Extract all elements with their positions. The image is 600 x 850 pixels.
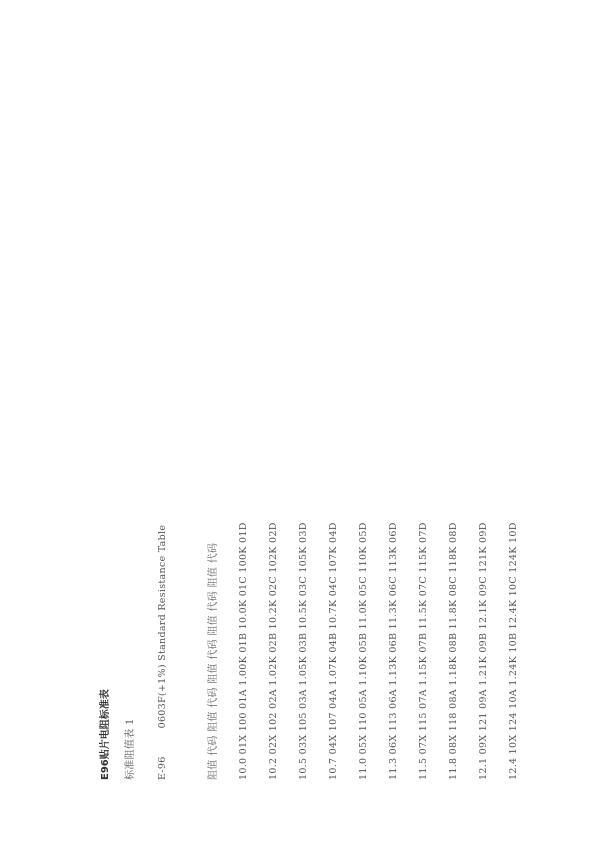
table-row: 10.7 04X 107 04A 1.07K 04B 10.7K 04C 107K 04D: [328, 522, 339, 780]
series-label: E-96: [157, 756, 168, 780]
table-row: 11.0 05X 110 05A 1.10K 05B 11.0K 05C 110K 05D: [358, 522, 369, 780]
table-row: 11.5 07X 115 07A 1.15K 07B 11.5K 07C 115K 07D: [418, 522, 429, 780]
document-title: E96贴片电阻标准表: [100, 689, 111, 780]
rotated-document-content: [100, 480, 520, 780]
table-row: 12.4 10X 124 10A 1.24K 10B 12.4K 10C 124K 10D: [508, 522, 519, 780]
table-row: 10.0 01X 100 01A 1.00K 01B 10.0K 01C 100K 01D: [238, 522, 249, 780]
table-row: 11.8 08X 118 08A 1.18K 08B 11.8K 08C 118K 08D: [448, 522, 459, 780]
table-row: 12.1 09X 121 09A 1.21K 09B 12.1K 09C 121K 09D: [478, 522, 489, 780]
table-row: 10.2 02X 102 02A 1.02K 02B 10.2K 02C 102K 02D: [268, 522, 279, 780]
table-header: 阻值 代码 阻值 代码 阻值 代码 阻值 代码 阻值 代码: [208, 542, 219, 780]
standard-label: 0603F(+1%) Standard Resistance Table: [157, 524, 168, 729]
table-row: 10.5 03X 105 03A 1.05K 03B 10.5K 03C 105K 03D: [298, 522, 309, 780]
document-subtitle: 标准阻值表 1: [125, 718, 136, 780]
document-meta: [157, 525, 168, 780]
table-row: 11.3 06X 113 06A 1.13K 06B 11.3K 06C 113K 06D: [388, 522, 399, 780]
